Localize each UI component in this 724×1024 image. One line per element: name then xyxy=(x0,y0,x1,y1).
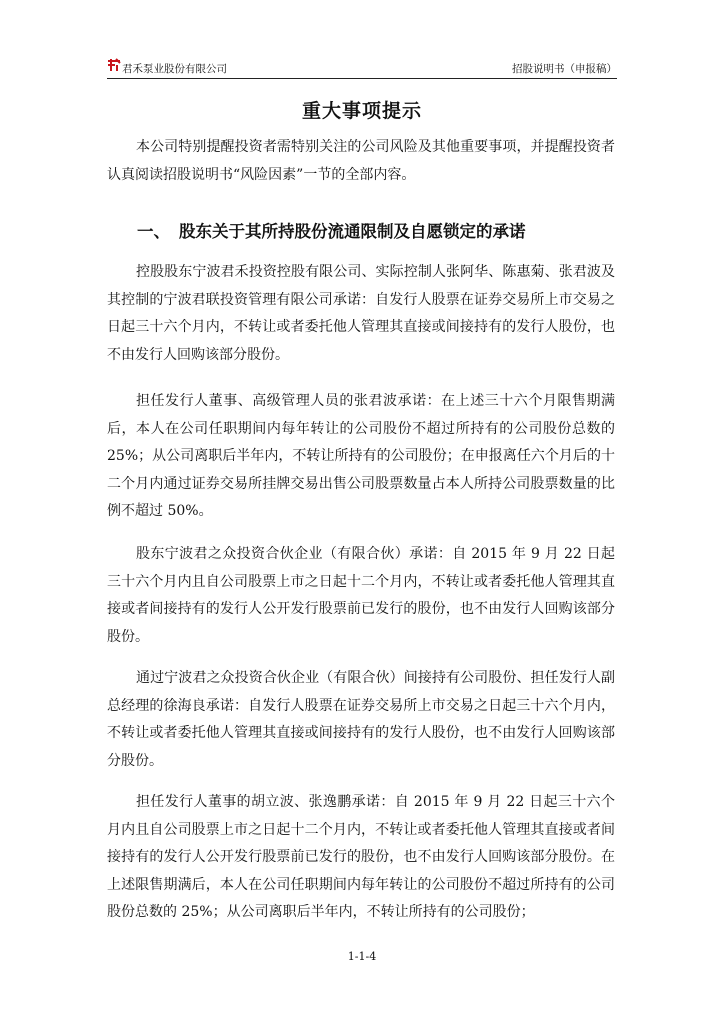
body-paragraph: 担任发行人董事的胡立波、张逸鹏承诺：自 2015 年 9 月 22 日起三十六个月内且自公司股票上市之日起十二个月内，不转让或者委托他人管理其直接或者间接持有的发行人公开发行股票前已发行的股份，也不由发行人回购该部分股份。在上述限售期满后，本人在公司任职期间内每年转让的公司股份不超过所持有的公司股份总数的 25%；从公司离职后半年内，不转让所持有的公司股份； xyxy=(107,794,615,920)
section-title: 股东关于其所持股份流通限制及自愿锁定的承诺 xyxy=(179,222,526,241)
header-company-name: 君禾泵业股份有限公司 xyxy=(122,63,227,75)
company-logo-icon xyxy=(107,58,121,72)
intro-paragraph: 本公司特别提醒投资者需特别关注的公司风险及其他重要事项，并提醒投资者认真阅读招股说明书“风险因素”一节的全部内容。 xyxy=(107,139,615,183)
section-number: 一、 xyxy=(137,222,170,241)
body-paragraph: 担任发行人董事、高级管理人员的张君波承诺：在上述三十六个月限售期满后，本人在公司任职期间内每年转让的公司股份不超过所持有的公司股份总数的25%；从公司离职后半年内，不转让所持有的公司股份；在申报离任六个月后的十二个月内通过证券交易所挂牌交易出售公司股票数量占本人所持公司股票数量的比例不超过 50%。 xyxy=(107,393,615,519)
header-document-type: 招股说明书（申报稿） xyxy=(512,63,617,75)
page-title: 重大事项提示 xyxy=(301,100,422,122)
page-number: 1-1-4 xyxy=(347,950,377,963)
body-paragraph: 控股股东宁波君禾投资控股有限公司、实际控制人张阿华、陈惠菊、张君波及其控制的宁波君联投资管理有限公司承诺：自发行人股票在证券交易所上市交易之日起三十六个月内，不转让或者委托他人管理其直接或间接持有的发行人股份，也不由发行人回购该部分股份。 xyxy=(107,264,615,363)
section-heading-1 xyxy=(137,218,526,242)
body-paragraph: 股东宁波君之众投资合伙企业（有限合伙）承诺：自 2015 年 9 月 22 日起三十六个月内且自公司股票上市之日起十二个月内，不转让或者委托他人管理其直接或者间接持有的发行人公开发行股票前已发行的股份，也不由发行人回购该部分股份。 xyxy=(107,546,615,645)
page-header xyxy=(107,58,617,79)
body-paragraph: 通过宁波君之众投资合伙企业（有限合伙）间接持有公司股份、担任发行人副总经理的徐海良承诺：自发行人股票在证券交易所上市交易之日起三十六个月内，不转让或者委托他人管理其直接或间接持有的发行人股份，也不由发行人回购该部分股份。 xyxy=(107,670,615,769)
